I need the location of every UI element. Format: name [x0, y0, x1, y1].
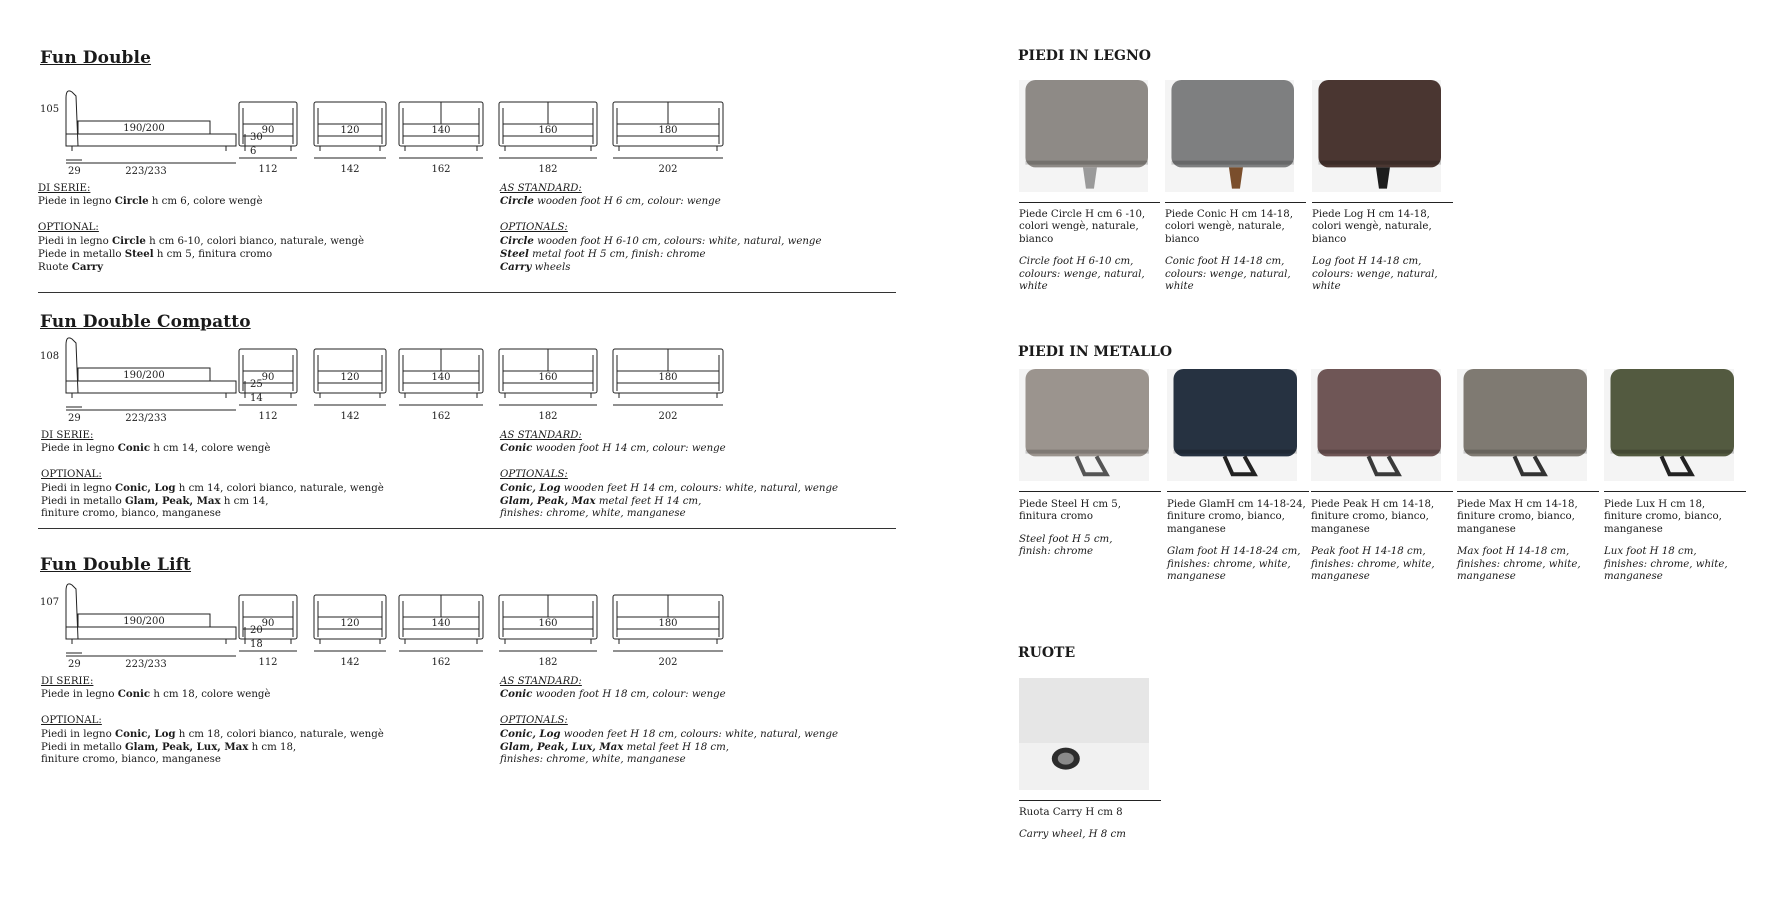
mattress-length-label: 190/200	[123, 123, 165, 134]
foot-caption-italian: Piede Steel H cm 5, finitura cromo	[1019, 499, 1122, 523]
overall-width-label: 182	[538, 411, 558, 422]
foot-photo	[1167, 369, 1297, 481]
seat-width-label: 140	[431, 618, 451, 629]
lower-height-label: 18	[250, 639, 263, 650]
spec-text: wooden foot H 6 cm, colour: wenge	[533, 196, 721, 208]
spec-text: finishes: chrome, white, manganese	[500, 508, 686, 520]
side-height-label: 107	[40, 597, 60, 608]
spec-line	[41, 754, 384, 766]
optional-heading: OPTIONALS:	[500, 469, 568, 481]
spec-text: h cm 18,	[248, 741, 297, 753]
spec-text: Piedi in legno	[41, 728, 115, 740]
dimension-drawings	[36, 581, 796, 671]
spec-model-name: Conic	[500, 442, 533, 455]
fabric-swatch	[1174, 369, 1298, 456]
optional-heading: OPTIONALS:	[500, 715, 568, 727]
fabric-swatch	[1019, 678, 1149, 743]
standard-heading: DI SERIE:	[38, 183, 91, 194]
overall-width-label: 112	[258, 657, 278, 668]
spec-model-name: Glam, Peak, Lux, Max	[124, 740, 249, 753]
seat-width-label: 140	[431, 125, 451, 136]
spec-model-name: Circle	[111, 234, 146, 247]
seat-width-label: 90	[261, 125, 275, 136]
spec-text: h cm 14,	[220, 495, 269, 507]
spec-line	[500, 482, 838, 495]
seat-width-label: 120	[340, 125, 360, 136]
spec-text: h cm 6-10, colori bianco, naturale, wengè	[145, 235, 365, 247]
back-depth-label: 29	[68, 413, 81, 424]
optional-heading: OPTIONALS:	[500, 222, 568, 234]
foot-caption-italian: Piede Peak H cm 14-18, finiture cromo, bianco, manganese	[1311, 499, 1435, 535]
seat-width-label: 160	[538, 618, 558, 629]
spec-text: h cm 18, colore wengè	[150, 689, 271, 701]
spec-text: finiture cromo, bianco, manganese	[41, 508, 221, 520]
feet-section-heading: PIEDI IN LEGNO	[1018, 48, 1151, 64]
overall-width-label: 162	[431, 657, 451, 668]
italian-specs	[41, 430, 384, 520]
english-specs	[500, 430, 838, 520]
foot-photo	[1019, 369, 1149, 481]
spec-text: metal foot H 5 cm, finish: chrome	[528, 248, 706, 260]
spec-model-name: Conic, Log	[500, 481, 561, 494]
foot-caption-italian: Piede GlamH cm 14-18-24, finiture cromo, bianco, manganese	[1167, 499, 1306, 535]
english-specs	[500, 676, 838, 766]
spec-model-name: Steel	[500, 247, 529, 260]
product-section	[0, 305, 900, 555]
mattress-length-label: 190/200	[123, 616, 165, 627]
fabric-swatch	[1318, 80, 1441, 167]
foot-caption-english: Steel foot H 5 cm, finish: chrome	[1019, 533, 1113, 558]
spec-line	[500, 688, 838, 701]
seat-width-label: 90	[261, 618, 275, 629]
fabric-swatch	[1318, 369, 1442, 456]
spec-text: h cm 14, colori bianco, naturale, wengè	[175, 482, 384, 494]
caption-rule	[1311, 491, 1453, 492]
foot-caption-italian: Piede Conic H cm 14-18, colori wengè, naturale, bianco	[1165, 209, 1293, 245]
overall-width-label: 202	[658, 164, 678, 175]
optional-heading: OPTIONAL:	[41, 469, 102, 481]
italian-specs	[38, 183, 364, 274]
spacer	[38, 208, 364, 222]
overall-width-label: 142	[340, 411, 360, 422]
foot-caption-english: Peak foot H 14-18 cm, finishes: chrome, white, manganese	[1311, 546, 1435, 582]
foot-photo	[1019, 678, 1149, 790]
overall-width-label: 202	[658, 411, 678, 422]
spec-line	[38, 248, 364, 261]
spec-text: wooden foot H 14 cm, colour: wenge	[532, 443, 726, 455]
foot-photo	[1019, 80, 1148, 192]
spec-model-name: Conic	[500, 688, 533, 701]
foot-caption-english: Circle foot H 6-10 cm, colours: wenge, natural, white	[1019, 256, 1145, 292]
spec-text: wooden feet H 18 cm, colours: white, natural, wenge	[560, 728, 838, 740]
headboard-outline	[66, 584, 78, 639]
spec-text: Ruote	[38, 262, 72, 274]
spec-text: h cm 5, finitura cromo	[153, 248, 273, 260]
italian-specs	[41, 676, 384, 766]
dimension-drawings	[36, 335, 796, 425]
spacer	[500, 455, 838, 469]
spec-line	[500, 495, 838, 508]
upper-height-label: 25	[250, 379, 263, 390]
spec-line	[500, 754, 838, 766]
overall-width-label: 182	[538, 657, 558, 668]
foot-photo	[1457, 369, 1587, 481]
back-depth-label: 29	[68, 659, 81, 670]
spec-line	[500, 741, 838, 754]
spec-text: wheels	[531, 262, 571, 274]
spec-model-name: Conic, Log	[114, 481, 176, 494]
spec-model-name: Conic	[117, 688, 151, 701]
total-length-label: 223/233	[125, 659, 167, 670]
spec-text: Piedi in legno	[38, 235, 112, 247]
headboard-outline	[66, 338, 78, 393]
spec-line	[41, 741, 384, 754]
spec-model-name: Carry	[500, 261, 532, 274]
foot-caption-italian: Piede Circle H cm 6 -10, colori wengè, naturale, bianco	[1019, 209, 1146, 245]
foot-caption-english: Lux foot H 18 cm, finishes: chrome, white, manganese	[1604, 546, 1728, 582]
base-outline	[66, 627, 236, 639]
side-height-label: 108	[40, 351, 60, 362]
caption-rule	[1604, 491, 1746, 492]
overall-width-label: 142	[340, 657, 360, 668]
spec-text: Piede in legno	[41, 443, 118, 455]
spacer	[500, 208, 821, 222]
spec-line	[41, 495, 384, 508]
back-depth-label: 29	[68, 166, 81, 177]
spec-model-name: Conic	[117, 442, 151, 455]
spec-text: Piedi in metallo	[41, 741, 125, 753]
spec-line	[38, 195, 364, 208]
foot-caption-italian: Piede Max H cm 14-18, finiture cromo, bianco, manganese	[1457, 499, 1578, 535]
product-title: Fun Double Lift	[40, 555, 192, 575]
overall-width-label: 162	[431, 411, 451, 422]
foot-caption-italian: Piede Lux H cm 18, finiture cromo, bianco, manganese	[1604, 499, 1722, 535]
spec-model-name: Glam, Peak, Max	[124, 494, 221, 507]
foot-photo	[1312, 80, 1441, 192]
spec-model-name: Circle	[114, 195, 149, 208]
seat-width-label: 90	[261, 372, 275, 383]
feet-section-heading: PIEDI IN METALLO	[1018, 344, 1173, 360]
caption-rule	[1312, 202, 1453, 203]
foot-caption-english: Conic foot H 14-18 cm, colours: wenge, natural, white	[1165, 256, 1291, 292]
fabric-swatch	[1026, 369, 1150, 456]
overall-width-label: 202	[658, 657, 678, 668]
caption-rule	[1167, 491, 1309, 492]
spacer	[41, 701, 384, 715]
seat-width-label: 180	[658, 125, 678, 136]
foot-caption-english: Max foot H 14-18 cm, finishes: chrome, white, manganese	[1457, 546, 1581, 582]
standard-heading: DI SERIE:	[41, 430, 94, 441]
optional-heading: OPTIONAL:	[41, 715, 102, 727]
spacer	[41, 455, 384, 469]
spec-model-name: Circle	[500, 234, 534, 247]
overall-width-label: 182	[538, 164, 558, 175]
side-height-label: 105	[40, 104, 60, 115]
product-title: Fun Double	[40, 48, 152, 68]
spec-line	[500, 728, 838, 741]
seat-width-label: 180	[658, 618, 678, 629]
caption-rule	[1019, 202, 1160, 203]
total-length-label: 223/233	[125, 413, 167, 424]
spacer	[500, 701, 838, 715]
spec-line	[500, 248, 821, 261]
spec-line	[41, 728, 384, 741]
seat-width-label: 120	[340, 372, 360, 383]
seat-width-label: 160	[538, 372, 558, 383]
caption-rule	[1165, 202, 1306, 203]
headboard-outline	[66, 91, 78, 146]
spec-model-name: Conic, Log	[114, 727, 176, 740]
standard-heading: AS STANDARD:	[500, 183, 582, 194]
overall-width-label: 142	[340, 164, 360, 175]
spec-text: Piede in legno	[41, 689, 118, 701]
spec-line	[500, 508, 838, 520]
foot-photo	[1311, 369, 1441, 481]
foot-caption-english: Log foot H 14-18 cm, colours: wenge, natural, white	[1312, 256, 1438, 292]
spec-text: Piede in legno	[38, 196, 115, 208]
spec-text: metal feet H 14 cm,	[595, 495, 702, 507]
fabric-swatch	[1464, 369, 1588, 456]
caption-rule	[1457, 491, 1599, 492]
total-length-label: 223/233	[125, 166, 167, 177]
product-section	[0, 553, 900, 803]
base-outline	[66, 134, 236, 146]
seat-width-label: 180	[658, 372, 678, 383]
foot-photo	[1165, 80, 1294, 192]
spec-line	[41, 508, 384, 520]
seat-width-label: 140	[431, 372, 451, 383]
spec-text: Piedi in metallo	[41, 495, 125, 507]
dimension-drawings	[36, 88, 796, 178]
caption-rule	[1019, 800, 1161, 801]
spec-text: finiture cromo, bianco, manganese	[41, 754, 221, 766]
overall-width-label: 162	[431, 164, 451, 175]
spec-line	[500, 261, 821, 274]
overall-width-label: 112	[258, 411, 278, 422]
fabric-swatch	[1171, 80, 1294, 167]
lower-height-label: 14	[250, 393, 263, 404]
lower-height-label: 6	[250, 146, 257, 157]
spec-line	[500, 442, 838, 455]
spec-text: Piedi in legno	[41, 482, 115, 494]
section-divider	[38, 528, 896, 529]
standard-heading: AS STANDARD:	[500, 430, 582, 441]
standard-heading: AS STANDARD:	[500, 676, 582, 687]
spec-text: wooden foot H 18 cm, colour: wenge	[532, 689, 726, 701]
seat-width-label: 160	[538, 125, 558, 136]
spec-text: wooden foot H 6-10 cm, colours: white, natural, wenge	[533, 235, 822, 247]
optional-heading: OPTIONAL:	[38, 222, 99, 234]
spec-model-name: Circle	[500, 195, 534, 208]
feet-section-heading: RUOTE	[1018, 645, 1076, 661]
upper-height-label: 20	[250, 625, 263, 636]
spec-line	[41, 688, 384, 701]
spec-text: h cm 18, colori bianco, naturale, wengè	[175, 728, 384, 740]
spec-text: wooden feet H 14 cm, colours: white, natural, wenge	[560, 482, 838, 494]
spec-line	[500, 235, 821, 248]
english-specs	[500, 183, 821, 274]
spec-model-name: Conic, Log	[500, 727, 561, 740]
foot-caption-italian: Ruota Carry H cm 8	[1019, 807, 1123, 818]
spec-model-name: Carry	[71, 261, 104, 274]
section-divider	[38, 292, 896, 293]
spec-model-name: Glam, Peak, Max	[500, 494, 596, 507]
product-title: Fun Double Compatto	[40, 312, 251, 332]
caption-rule	[1019, 491, 1161, 492]
fabric-swatch	[1025, 80, 1148, 167]
spec-text: finishes: chrome, white, manganese	[500, 754, 686, 766]
seat-width-label: 120	[340, 618, 360, 629]
overall-width-label: 112	[258, 164, 278, 175]
spec-line	[38, 235, 364, 248]
foot-photo	[1604, 369, 1734, 481]
foot-caption-english: Carry wheel, H 8 cm	[1019, 829, 1126, 841]
spec-line	[41, 442, 384, 455]
upper-height-label: 30	[250, 132, 263, 143]
spec-text: h cm 14, colore wengè	[150, 443, 271, 455]
spec-line	[41, 482, 384, 495]
spec-line	[38, 261, 364, 274]
spec-line	[500, 195, 821, 208]
foot-caption-english: Glam foot H 14-18-24 cm, finishes: chrome, white, manganese	[1167, 546, 1301, 582]
mattress-length-label: 190/200	[123, 370, 165, 381]
spec-model-name: Steel	[124, 247, 154, 260]
spec-text: h cm 6, colore wengè	[148, 196, 263, 208]
spec-text: metal feet H 18 cm,	[623, 741, 730, 753]
product-section	[0, 40, 900, 290]
base-outline	[66, 381, 236, 393]
foot-caption-italian: Piede Log H cm 14-18, colori wengè, naturale, bianco	[1312, 209, 1432, 245]
spec-model-name: Glam, Peak, Lux, Max	[500, 740, 624, 753]
standard-heading: DI SERIE:	[41, 676, 94, 687]
spec-text: Piede in metallo	[38, 248, 125, 260]
fabric-swatch	[1611, 369, 1735, 456]
